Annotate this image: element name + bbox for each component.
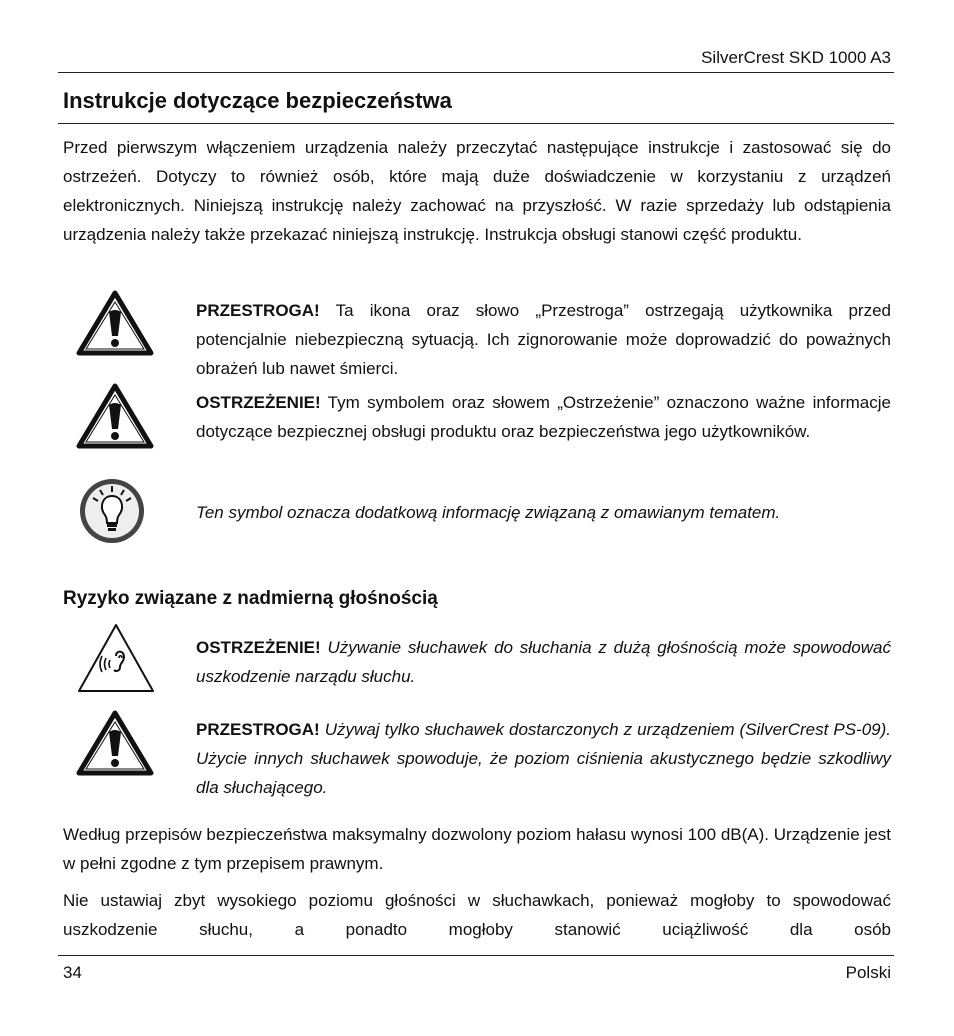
caution-keyword: PRZESTROGA! bbox=[196, 301, 320, 320]
header-product-name: SilverCrest SKD 1000 A3 bbox=[701, 48, 891, 67]
warning-keyword: OSTRZEŻENIE! bbox=[196, 393, 321, 412]
caution-note bbox=[196, 296, 891, 383]
volume-advice-paragraph: Nie ustawiaj zbyt wysokiego poziomu głośności w słuchawkach, ponieważ mogłoby to spowodować uszkodzenie słuchu, a ponadto mogłoby stanowić uciążliwość dla osób bbox=[63, 891, 891, 939]
warning-triangle-icon bbox=[76, 383, 154, 454]
hearing-warning-note bbox=[196, 633, 891, 691]
section-title-safety: Instrukcje dotyczące bezpieczeństwa bbox=[63, 88, 452, 113]
caution-text: Ta ikona oraz słowo „Przestroga” ostrzegają użytkownika przed potencjalnie niebezpieczną sytuacją. Ich zignorowanie może doprowadzić do poważnych obrażeń lub nawet śmierci. bbox=[196, 301, 891, 378]
warning-text: Tym symbolem oraz słowem „Ostrzeżenie” oznaczono ważne informacje dotyczące bezpiecznej obsługi produktu oraz bezpieczeństwa jego użytkowników. bbox=[196, 393, 891, 441]
hearing-warning-keyword: OSTRZEŻENIE! bbox=[196, 638, 321, 657]
section-title-volume-risk: Ryzyko związane z nadmierną głośnością bbox=[63, 588, 438, 609]
headphones-caution-keyword: PRZESTROGA! bbox=[196, 720, 320, 739]
footer-divider bbox=[58, 955, 894, 956]
warning-triangle-icon bbox=[76, 290, 154, 361]
warning-triangle-icon bbox=[76, 710, 154, 781]
footer-language: Polski bbox=[845, 963, 891, 982]
headphones-caution-note bbox=[196, 715, 891, 802]
header-divider bbox=[58, 72, 894, 73]
noise-regulation-paragraph: Według przepisów bezpieczeństwa maksymalny dozwolony poziom hałasu wynosi 100 dB(A). Urządzenie jest w pełni zgodne z tym przepisem prawnym. bbox=[63, 825, 891, 873]
headphones-caution-text: Używaj tylko słuchawek dostarczonych z urządzeniem (SilverCrest PS-09). Użycie innych słuchawek spowoduje, że poziom ciśnienia akustycznego będzie szkodliwy dla słuchającego. bbox=[196, 720, 891, 797]
page-number: 34 bbox=[63, 963, 82, 982]
title-divider bbox=[58, 123, 894, 124]
ear-warning-icon bbox=[76, 622, 156, 699]
warning-note bbox=[196, 388, 891, 446]
info-note: Ten symbol oznacza dodatkową informację związaną z omawianym tematem. bbox=[196, 503, 781, 522]
intro-paragraph: Przed pierwszym włączeniem urządzenia należy przeczytać następujące instrukcje i zastosować się do ostrzeżeń. Dotyczy to również osób, które mają duże doświadczenie w korzystaniu z urządzeń elektronicznych. Niniejszą instrukcję należy zachować na przyszłość. W razie sprzedaży lub odstąpienia urządzenia należy także przekazać niniejszą instrukcję. Instrukcja obsługi stanowi część produktu. bbox=[63, 138, 891, 244]
lightbulb-icon bbox=[76, 476, 148, 551]
hearing-warning-text: Używanie słuchawek do słuchania z dużą głośnością może spowodować uszkodzenie narządu słuchu. bbox=[196, 638, 891, 686]
